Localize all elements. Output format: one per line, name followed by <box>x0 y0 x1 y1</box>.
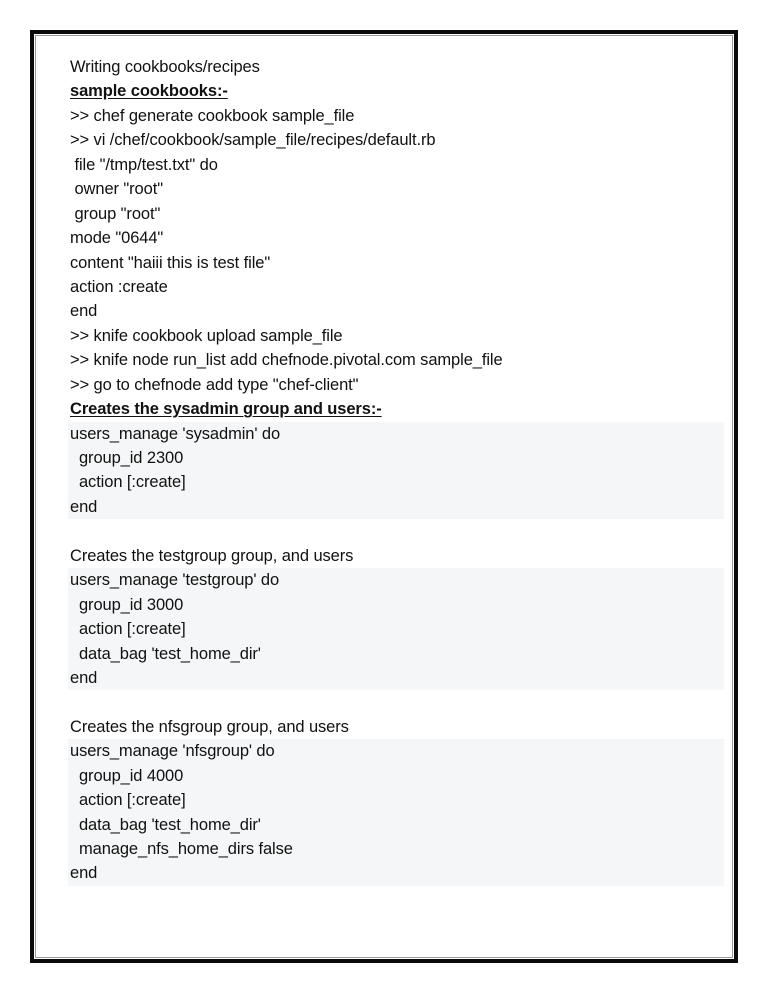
page-frame <box>30 30 738 963</box>
document-content <box>70 55 724 886</box>
code-block-nfsgroup <box>68 739 724 886</box>
code-line: end <box>70 864 98 883</box>
code-line: manage_nfs_home_dirs false <box>70 840 293 858</box>
code-line: group_id 3000 <box>70 595 184 614</box>
recipe-line: action :create <box>70 277 168 296</box>
command-line: >> chef generate cookbook sample_file <box>70 106 355 125</box>
code-block-sysadmin <box>68 422 724 520</box>
code-line: action [:create] <box>70 473 186 492</box>
command-line: >> knife cookbook upload sample_file <box>70 326 343 345</box>
code-line: group_id 2300 <box>70 449 184 467</box>
code-line: end <box>70 668 98 687</box>
section-heading-sysadmin: Creates the sysadmin group and users:- <box>70 400 382 419</box>
code-line: users_manage 'nfsgroup' do <box>70 742 275 761</box>
section-heading-nfsgroup: Creates the nfsgroup group, and users <box>70 717 349 736</box>
code-line: data_bag 'test_home_dir' <box>70 815 261 834</box>
code-line: action [:create] <box>70 620 186 639</box>
command-line: >> knife node run_list add chefnode.pivotal.com sample_file <box>70 351 503 370</box>
code-line: action [:create] <box>70 791 186 810</box>
recipe-line: end <box>70 302 98 321</box>
spacer <box>70 519 724 543</box>
code-line: users_manage 'testgroup' do <box>70 571 280 590</box>
command-line: >> go to chefnode add type "chef-client" <box>70 375 359 394</box>
recipe-line: group "root" <box>70 204 161 223</box>
recipe-line: file "/tmp/test.txt" do <box>70 155 218 174</box>
code-line: end <box>70 497 98 516</box>
recipe-line: owner "root" <box>70 180 163 199</box>
document-title: Writing cookbooks/recipes <box>70 58 260 76</box>
spacer <box>70 690 724 714</box>
recipe-line: content "haiii this is test file" <box>70 253 271 272</box>
code-block-testgroup <box>68 568 724 690</box>
section-heading-sample-cookbooks: sample cookbooks:- <box>70 82 228 101</box>
command-line: >> vi /chef/cookbook/sample_file/recipes/default.rb <box>70 131 436 150</box>
code-line: data_bag 'test_home_dir' <box>70 644 261 663</box>
code-line: group_id 4000 <box>70 766 184 785</box>
recipe-line: mode "0644" <box>70 229 164 248</box>
section-heading-testgroup: Creates the testgroup group, and users <box>70 546 354 565</box>
sample-cookbook-steps <box>70 104 724 397</box>
code-line: users_manage 'sysadmin' do <box>70 424 281 443</box>
